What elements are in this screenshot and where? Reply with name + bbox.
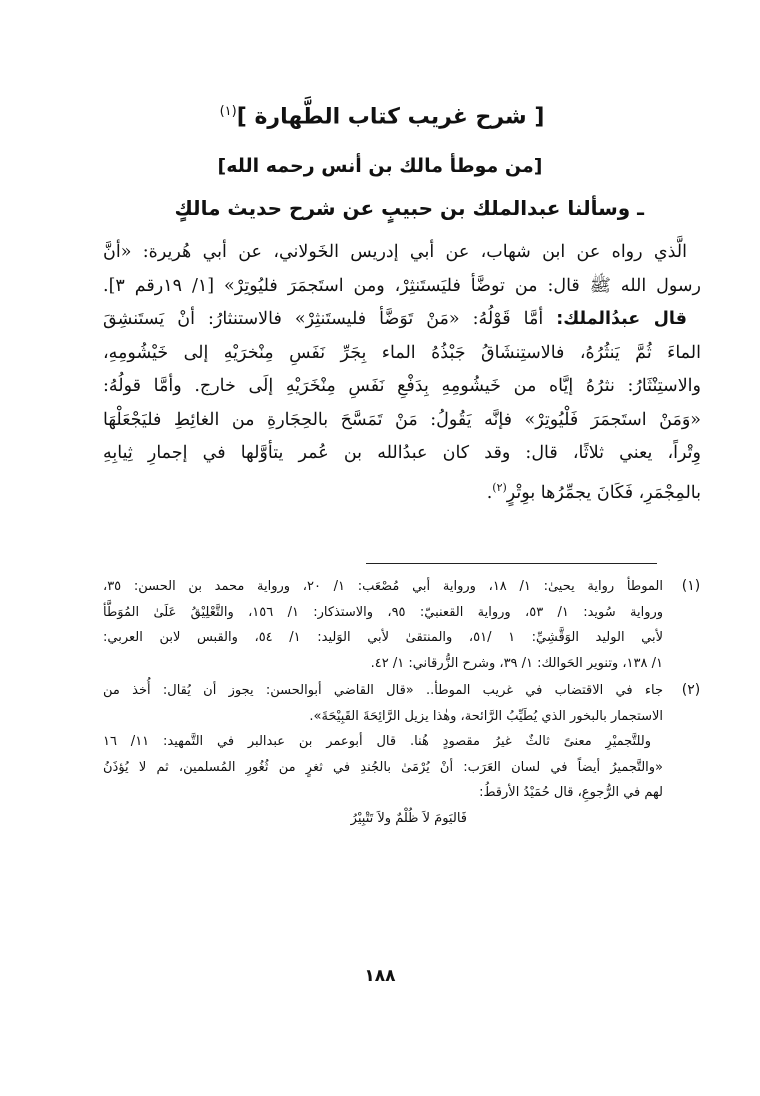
footnote-divider xyxy=(366,563,657,564)
title-footnote-ref: (١) xyxy=(219,104,237,119)
footnote-1 xyxy=(103,574,709,676)
text-line: الَّذي رواه عن ابن شهاب، عن أبي إدريس الخَولاني، عن أبي هُريرة: «أنَّ xyxy=(103,242,687,262)
footnote-line: لأبي الوليد الوَقَّشِيِّ: ١ /٥١، والمنتقىٰ لأبي الوَليد: ١/ ٥٤، والقبس لابن العربي: xyxy=(103,630,664,645)
text-line: والاستِنْثَارُ: نثرُهُ إيَّاه من خَيشُومِهِ بِدَفْعِ نَفَسِ مِنْخَرَيْهِ إلَى خارج. وأمَّا قولُهُ: xyxy=(103,376,701,396)
text-line: «وَمَنْ استَجمَرَ فَلْيُوتِرْ» فإنَّه يَقُولُ: مَنْ تَمَسَّحَ بالحِجَارةِ من الغائِطِ فليَجْعَلْهَا xyxy=(103,409,701,430)
title-text: [ شرح غريب كتاب الطَّهارة ] xyxy=(236,104,545,130)
text-line xyxy=(103,303,701,337)
text-line: وِتْراً، يعني ثلاثًا، قال: وقد كان عبدُالله بن عُمر يتأوَّلها في إجمارِ ثِيابِهِ xyxy=(103,443,701,463)
page-number: ١٨٨ xyxy=(364,966,396,986)
section-subtitle: [من موطأ مالك بن أنس رحمه الله] xyxy=(217,155,543,177)
footnote-line: ١/ ١٣٨، وتنوير الحَوالك: ١/ ٣٩، وشرح الزُّرقاني: ١/ ٤٢. xyxy=(370,655,663,671)
speaker-label: قال عبدُالملك: xyxy=(556,309,687,329)
footnote-body xyxy=(103,574,663,676)
footnote-line: لهم في الرُّجوعِ، قال حُمَيْدُ الأرقطُ: xyxy=(479,785,663,800)
question-heading: ـ وسألنا عبدالملك بن حبيبٍ عن شرح حديث مالكٍ xyxy=(174,196,644,220)
footnote-line: ورواية سُويد: ١/ ٥٣، ورواية القعنبيّ: ٩٥، والاستذكار: ١/ ١٥٦، والتَّعْلِيْقُ عَلَىٰ المُوَطَّأ xyxy=(103,604,664,620)
footnote-body xyxy=(103,678,663,832)
footnote-line: وللتَّجميْرِ معنىً ثالثٌ غيرُ مقصودٍ هُنا. قال أبوعمر بن عبدالبر في التَّمهيد: ١١/ ١٦ xyxy=(103,734,651,749)
footnote-line: الموطأ رواية يحيىٰ: ١/ ١٨، ورواية أبي مُصْعَب: ١/ ٢٠، ورواية محمد بن الحسن: ٣٥، xyxy=(103,579,663,594)
footnote-number: (٢) xyxy=(681,682,701,698)
text-line: الماءَ ثُمَّ يَنثُرُهُ، فالاستِنشَاقُ جَبْذُهُ الماء بِجَرِّ نَفَسِ مِنْخرَيْهِ إلى خَيْشُومِهِ، xyxy=(103,342,701,363)
main-text xyxy=(103,236,701,504)
poem-verse: فَاليَومَ لاَ ظُلْمٌ ولاَ تَتْبِيْرُ xyxy=(350,810,467,826)
footnotes xyxy=(103,574,709,834)
footnote-line: الاستجمار بالبخور الذي يُطَيِّبُ الرَّائحة، وهٰذا يزيل الرَّائِحَةَ القَبِيْحَةَ». xyxy=(309,708,663,724)
footnote-number: (١) xyxy=(681,578,701,594)
footnote-2 xyxy=(103,678,709,832)
text-line xyxy=(103,471,701,505)
text-segment: . xyxy=(486,482,493,503)
footnote-ref: (٢) xyxy=(492,480,507,494)
text-segment: أمَّا قَوْلُهُ: «مَنْ تَوَضَّأ فليستَنثِرْ» فالاستنثارُ: أنْ يَستَنشِقَ xyxy=(103,309,544,329)
footnote-line: جاء في الاقتضاب في غريب الموطأ.. «قال القاضي أبوالحسن: يجوز أن يُقال: أُخذ من xyxy=(103,683,663,698)
section-title xyxy=(0,104,760,129)
text-segment: بالمِجْمَرِ، فَكَانَ يجمِّرُها بوِتْرٍ xyxy=(506,482,701,503)
text-line: رسول الله ﷺ قال: من توضَّأ فليَستَنثِرْ، ومن استَجمَرَ فليُوتِرْ» [١/ ١٩رقم ٣]. xyxy=(103,275,701,296)
footnote-line: «والتَّجميرُ أيضاً في لسان العَرَب: أنْ يُرْمَىٰ بالجُندِ في ثغرٍ من ثُغُورِ المُسلمين، ثم لا يُؤذَنُ xyxy=(103,759,663,775)
